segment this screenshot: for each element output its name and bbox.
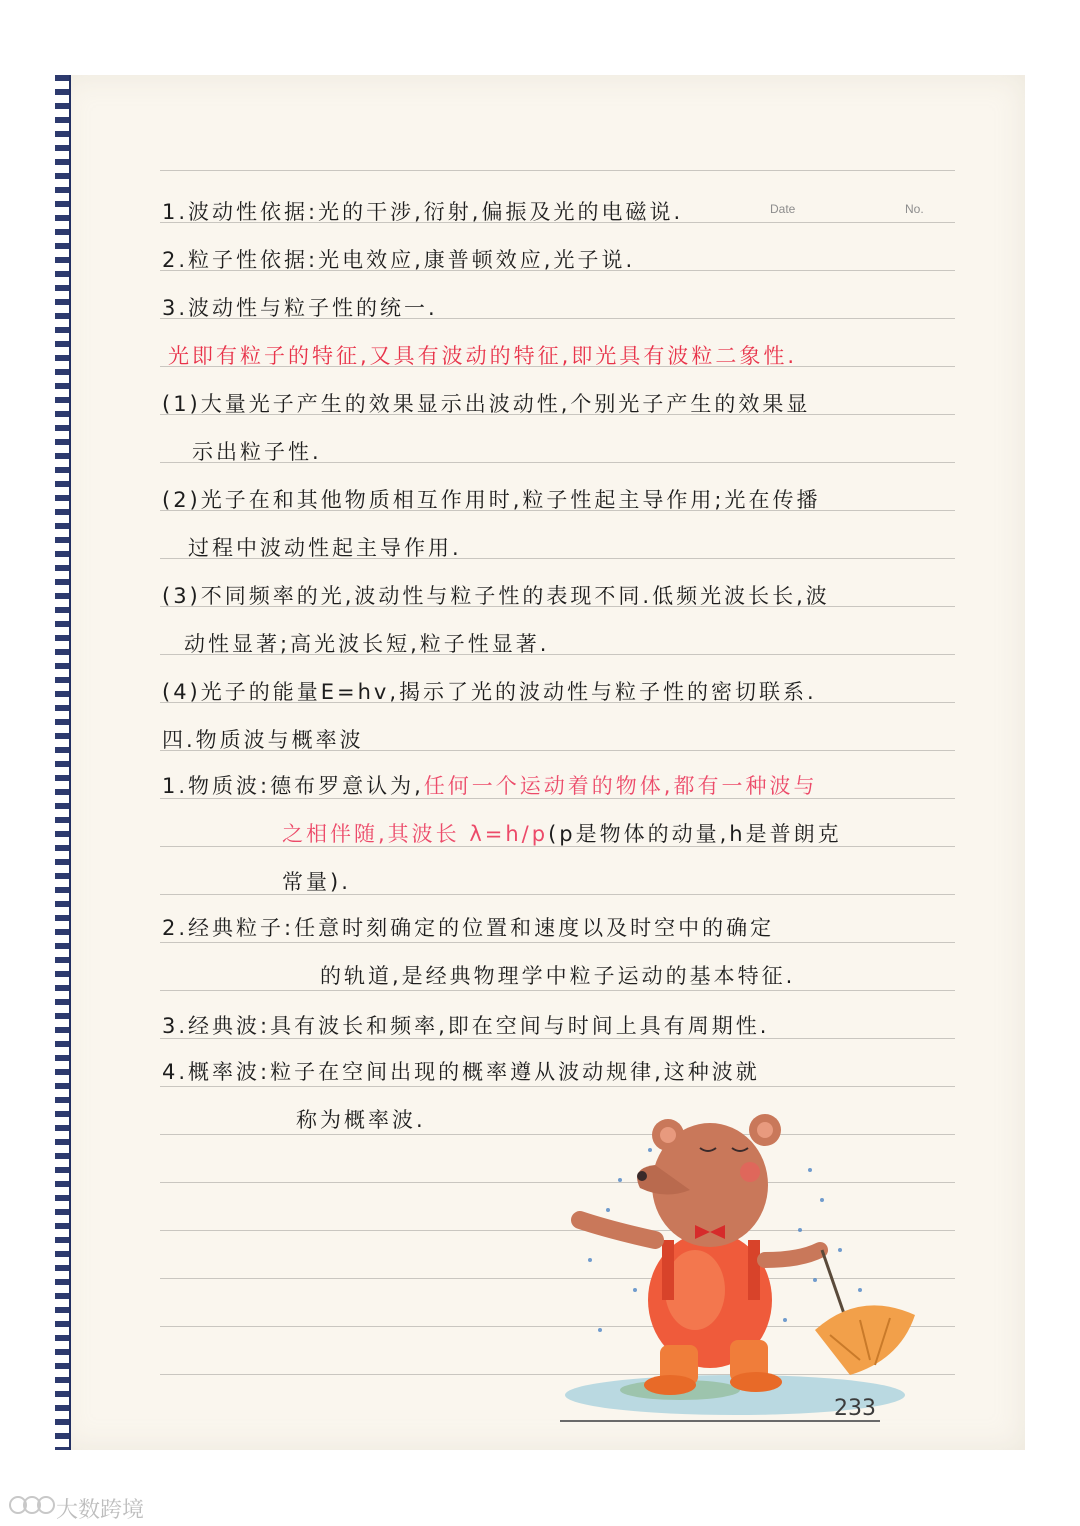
note-line-highlighted: 光即有粒子的特征,又具有波动的特征,即光具有波粒二象性. [168,344,798,368]
ruled-line [160,990,955,991]
note-line: 的轨道,是经典物理学中粒子运动的基本特征. [320,964,796,988]
note-line: 示出粒子性. [192,440,322,464]
note-line: (1)大量光子产生的效果显示出波动性,个别光子产生的效果显 [162,392,811,416]
note-text: (p是物体的动量,h是普朗克 [548,822,842,846]
note-line: 称为概率波. [296,1108,426,1132]
note-line [282,818,842,848]
note-line: (2)光子在和其他物质相互作用时,粒子性起主导作用;光在传播 [162,488,821,512]
note-text: 1.物质波:德布罗意认为, [162,774,424,798]
note-line: 过程中波动性起主导作用. [188,536,462,560]
ruled-line [160,1086,955,1087]
note-line [162,770,817,800]
watermark-text: 大数跨境 [56,1498,145,1523]
section-heading: 四.物质波与概率波 [162,728,364,752]
note-line: 动性显著;高光波长短,粒子性显著. [184,632,550,656]
bear-in-rain-illustration [560,1090,950,1420]
note-line: (4)光子的能量E=hv,揭示了光的波动性与粒子性的密切联系. [162,680,817,704]
note-line: 2.粒子性依据:光电效应,康普顿效应,光子说. [162,248,636,272]
ruled-line [160,170,955,171]
header-date-label: Date [770,202,796,216]
header-no-label: No. [905,202,924,216]
note-line: 4.概率波:粒子在空间出现的概率遵从波动规律,这种波就 [162,1060,760,1084]
ruled-line [160,894,955,895]
note-line: 常量). [282,870,351,894]
watermark-logo-icon [8,1492,56,1518]
note-line: (3)不同频率的光,波动性与粒子性的表现不同.低频光波长长,波 [162,584,830,608]
note-text-highlighted: 任何一个运动着的物体,都有一种波与 [423,774,818,798]
note-line: 1.波动性依据:光的干涉,衍射,偏振及光的电磁说. [162,200,684,224]
ruled-line [160,942,955,943]
notebook-binding [55,75,71,1450]
note-line: 3.波动性与粒子性的统一. [162,296,438,320]
page-number-underline [560,1420,880,1422]
note-line: 3.经典波:具有波长和频率,即在空间与时间上具有周期性. [162,1014,770,1038]
note-text-highlighted: 之相伴随,其波长 λ=h/p [282,822,549,846]
page-number: 233 [834,1396,876,1421]
note-line: 2.经典粒子:任意时刻确定的位置和速度以及时空中的确定 [162,916,775,940]
